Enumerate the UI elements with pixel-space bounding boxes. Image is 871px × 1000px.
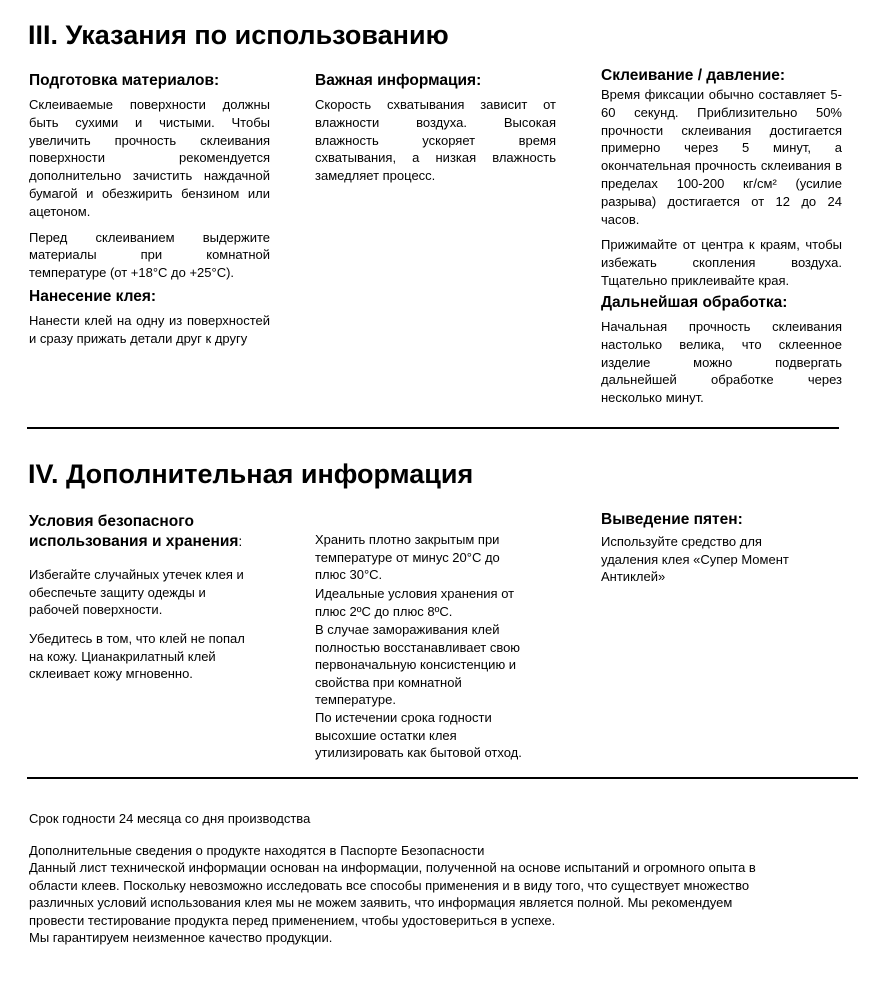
disclaimer-line: различных условий использования клея мы не можем заявить, что информация является полной. Мы рекомендуем	[29, 895, 733, 911]
safe-heading-colon: :	[238, 533, 243, 549]
bonding-paragraph-2: Прижимайте от центра к краям, чтобы избежать скопления воздуха. Тщательно приклеивайте края.	[601, 237, 842, 288]
disclaimer-line: провести тестирование продукта перед применением, чтобы удостовериться в успехе.	[29, 912, 556, 928]
storage-p1-line: плюс 30°С.	[315, 567, 383, 582]
prep-paragraph-2: Перед склеиванием выдержите материалы при комнатной температуре (от +18°С до +25°С).	[29, 229, 270, 281]
shelf-life-note: Срок годности 24 месяца со дня производства	[29, 811, 311, 826]
safe-paragraph-2	[29, 630, 245, 683]
stains-p1-line: Антиклей»	[601, 569, 666, 584]
storage-p3-line: полностью восстанавливает свою	[315, 639, 521, 655]
section-3-title: III. Указания по использованию	[28, 20, 449, 50]
safe-p1-line: рабочей поверхности.	[29, 602, 163, 617]
storage-p2-line: плюс 2ºС до плюс 8ºС.	[315, 603, 453, 619]
safe-p1-line: обеспечьте защиту одежды и	[29, 584, 206, 600]
stains-heading: Выведение пятен:	[601, 511, 743, 528]
prep-text	[29, 96, 270, 290]
safe-heading-line-2: использования и хранения	[29, 533, 239, 550]
safe-p2-line: Убедитесь в том, что клей не попал	[29, 631, 245, 646]
safe-heading	[29, 512, 289, 552]
bonding-paragraph-1: Время фиксации обычно составляет 5-60 секунд. Приблизительно 50% прочности склеивания достигается примерно через 5 минут, а окончательная прочность склеивания в пределах 100-200 кг/см² (усилие разрыва) достигается от 12 до 24 часов.	[601, 87, 842, 227]
safe-paragraph-1	[29, 566, 244, 619]
storage-paragraph-3	[315, 621, 520, 709]
disclaimer	[29, 842, 756, 946]
footer-divider	[27, 777, 858, 779]
storage-p3-line: температуре.	[315, 692, 396, 707]
stains-p1-line: Используйте средство для	[601, 534, 762, 549]
prep-paragraph-1: Склеиваемые поверхности должны быть сухими и чистыми. Чтобы увеличить прочность склеивания поверхности рекомендуется дополнительно зачистить наждачной бумагой и обезжирить бензином или ацетоном.	[29, 97, 270, 219]
storage-p4-line: По истечении срока годности	[315, 710, 492, 725]
apply-text	[29, 312, 270, 356]
section-4-title: IV. Дополнительная информация	[28, 459, 474, 489]
storage-paragraph-1	[315, 531, 500, 584]
bonding-heading: Склеивание / давление:	[601, 67, 786, 84]
storage-p1-line: Хранить плотно закрытым при	[315, 532, 500, 547]
storage-p2-line: Идеальные условия хранения от	[315, 586, 515, 601]
important-text	[315, 96, 556, 193]
storage-p3-line: первоначальную консистенцию и	[315, 657, 517, 672]
storage-p1-line: температуре от минус 20°С до	[315, 549, 500, 565]
disclaimer-line: Дополнительные сведения о продукте находятся в Паспорте Безопасности	[29, 843, 485, 858]
safe-p2-line: склеивает кожу мгновенно.	[29, 666, 193, 681]
disclaimer-line: Мы гарантируем неизменное качество продукции.	[29, 930, 333, 946]
stains-paragraph-1	[601, 533, 789, 586]
disclaimer-line: Данный лист технической информации основан на информации, полученной на основе испытаний и огромного опыта в	[29, 860, 756, 876]
important-heading: Важная информация:	[315, 72, 482, 89]
disclaimer-line: области клеев. Поскольку невозможно исследовать все способы применения и в виду того, что существует множество	[29, 877, 750, 893]
storage-paragraph-4	[315, 709, 522, 762]
apply-paragraph-1: Нанести клей на одну из поверхностей и сразу прижать детали друг к другу	[29, 313, 270, 346]
storage-p3-line: В случае замораживания клей	[315, 622, 500, 637]
storage-p4-line: высохшие остатки клея	[315, 727, 457, 743]
safe-heading-line-1: Условия безопасного	[29, 513, 194, 530]
apply-heading: Нанесение клея:	[29, 288, 157, 305]
further-heading: Дальнейшая обработка:	[601, 294, 788, 311]
storage-paragraph-2	[315, 585, 514, 620]
important-paragraph-1: Скорость схватывания зависит от влажности воздуха. Высокая влажность ускоряет время схватывания, а низкая влажность замедляет процесс.	[315, 97, 556, 184]
storage-p4-line: утилизировать как бытовой отход.	[315, 745, 522, 760]
safe-p2-line: на кожу. Цианакрилатный клей	[29, 648, 216, 664]
further-text	[601, 318, 842, 415]
further-paragraph-1: Начальная прочность склеивания настолько велика, что склеенное изделие можно подвергать дальнейшей обработке через несколько минут.	[601, 319, 842, 406]
prep-heading: Подготовка материалов:	[29, 72, 220, 89]
storage-p3-line: свойства при комнатной	[315, 674, 462, 690]
stains-p1-line: удаления клея «Супер Момент	[601, 551, 789, 567]
section-divider	[27, 427, 839, 429]
safe-p1-line: Избегайте случайных утечек клея и	[29, 567, 244, 582]
bonding-text	[601, 86, 842, 298]
